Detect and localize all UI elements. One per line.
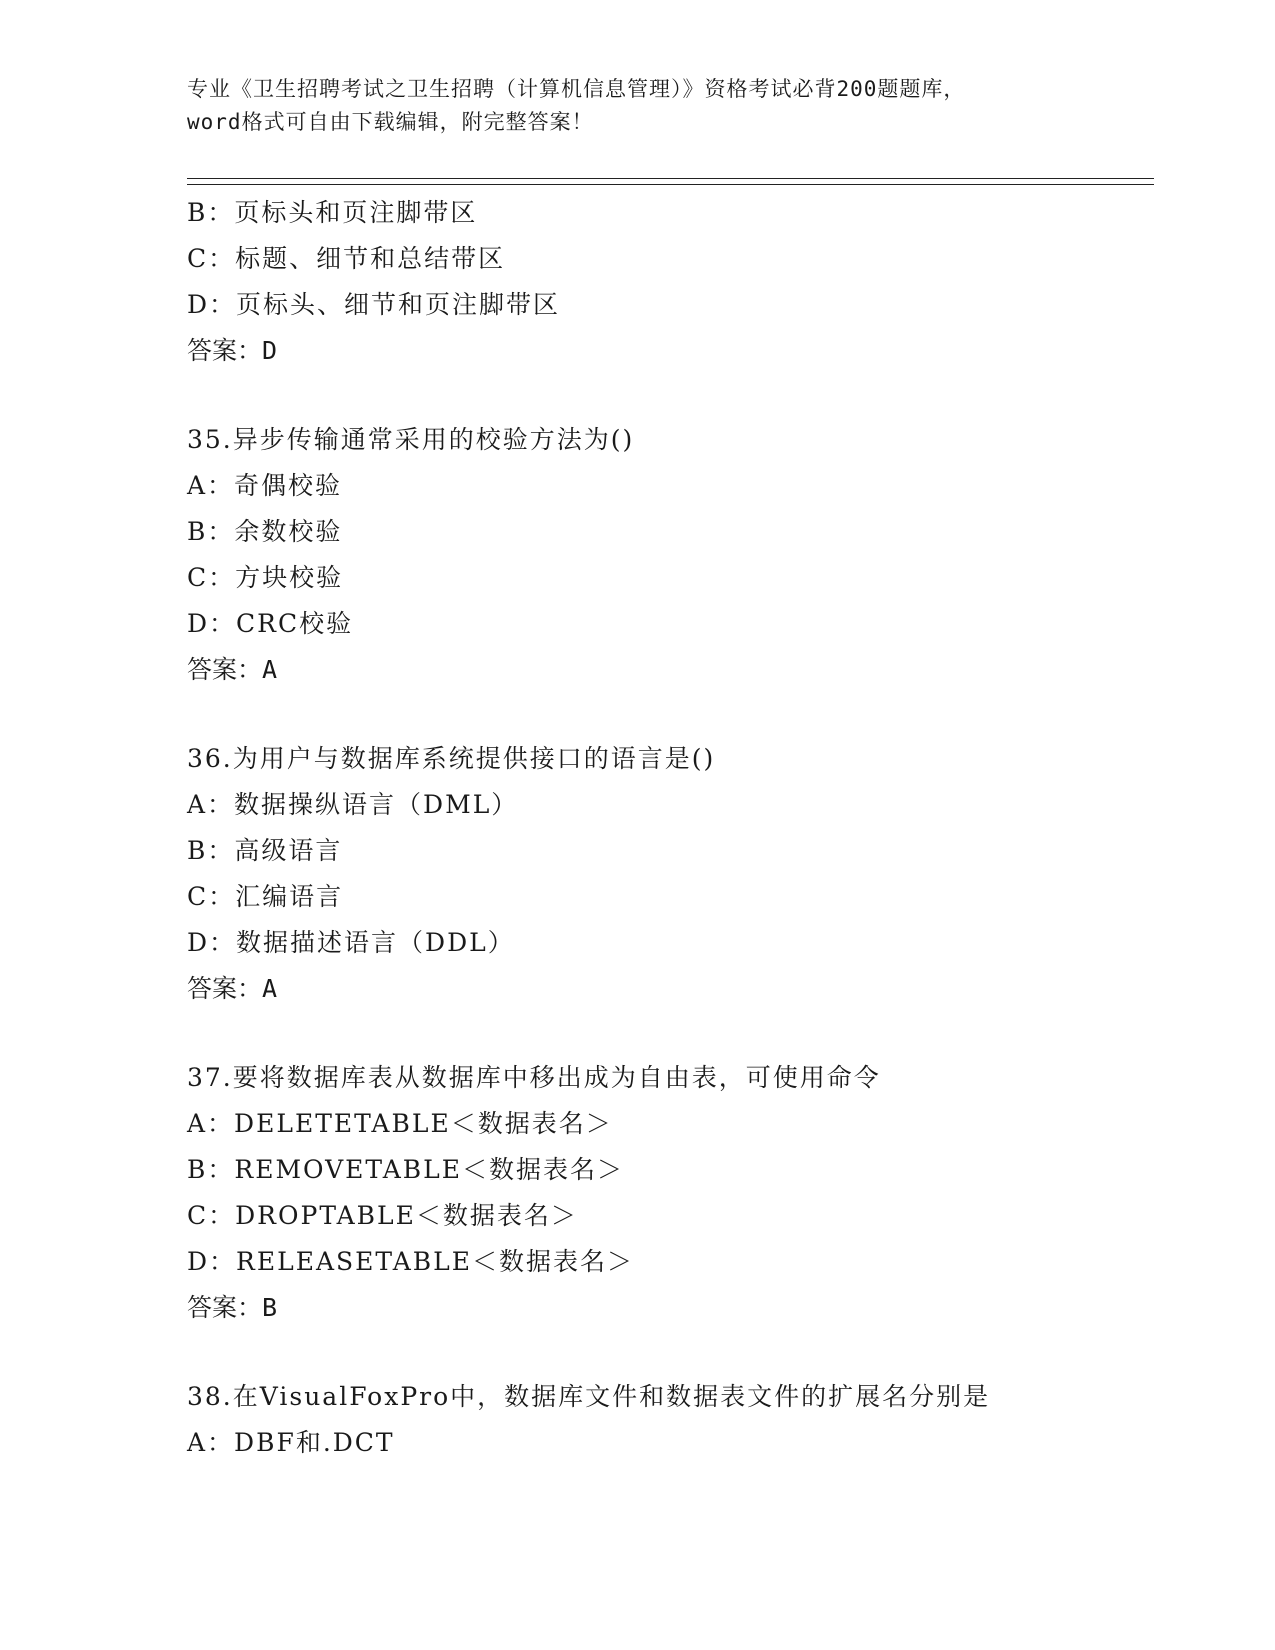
question-36 xyxy=(187,736,1167,1012)
question-stem: 37.要将数据库表从数据库中移出成为自由表，可使用命令 xyxy=(187,1063,881,1092)
option-a: A：DBF和.DCT xyxy=(187,1428,395,1457)
header-title-line-2: word格式可自由下载编辑，附完整答案！ xyxy=(187,110,594,134)
question-38 xyxy=(187,1374,1167,1466)
option-d: D：CRC校验 xyxy=(187,609,354,638)
option-b: B：余数校验 xyxy=(187,517,343,546)
question-list xyxy=(187,190,1167,1466)
option-b: B：REMOVETABLE＜数据表名＞ xyxy=(187,1155,624,1184)
header-divider-top xyxy=(187,178,1154,179)
question-35 xyxy=(187,417,1167,693)
option-a: A：数据操纵语言（DML） xyxy=(187,790,519,819)
option-d: D：页标头、细节和页注脚带区 xyxy=(187,290,561,319)
option-c: C：汇编语言 xyxy=(187,882,344,911)
question-34-tail xyxy=(187,190,1167,374)
option-a: A：DELETETABLE＜数据表名＞ xyxy=(187,1109,613,1138)
question-37 xyxy=(187,1055,1167,1331)
option-c: C：方块校验 xyxy=(187,563,344,592)
question-stem: 36.为用户与数据库系统提供接口的语言是() xyxy=(187,744,716,773)
option-a: A：奇偶校验 xyxy=(187,471,343,500)
document-header xyxy=(187,73,1087,139)
option-d: D：数据描述语言（DDL） xyxy=(187,928,515,957)
answer-line: 答案：B xyxy=(187,1293,278,1322)
option-b: B：高级语言 xyxy=(187,836,343,865)
header-divider-bottom xyxy=(187,184,1154,185)
answer-line: 答案：D xyxy=(187,336,278,365)
answer-line: 答案：A xyxy=(187,974,278,1003)
question-stem: 38.在VisualFoxPro中，数据库文件和数据表文件的扩展名分别是 xyxy=(187,1382,991,1411)
answer-line: 答案：A xyxy=(187,655,278,684)
header-title-line-1: 专业《卫生招聘考试之卫生招聘（计算机信息管理）》资格考试必背200题题库， xyxy=(187,77,966,101)
option-d: D：RELEASETABLE＜数据表名＞ xyxy=(187,1247,634,1276)
option-c: C：标题、细节和总结带区 xyxy=(187,244,506,273)
option-b: B：页标头和页注脚带区 xyxy=(187,198,478,227)
option-c: C：DROPTABLE＜数据表名＞ xyxy=(187,1201,578,1230)
question-stem: 35.异步传输通常采用的校验方法为() xyxy=(187,425,635,454)
